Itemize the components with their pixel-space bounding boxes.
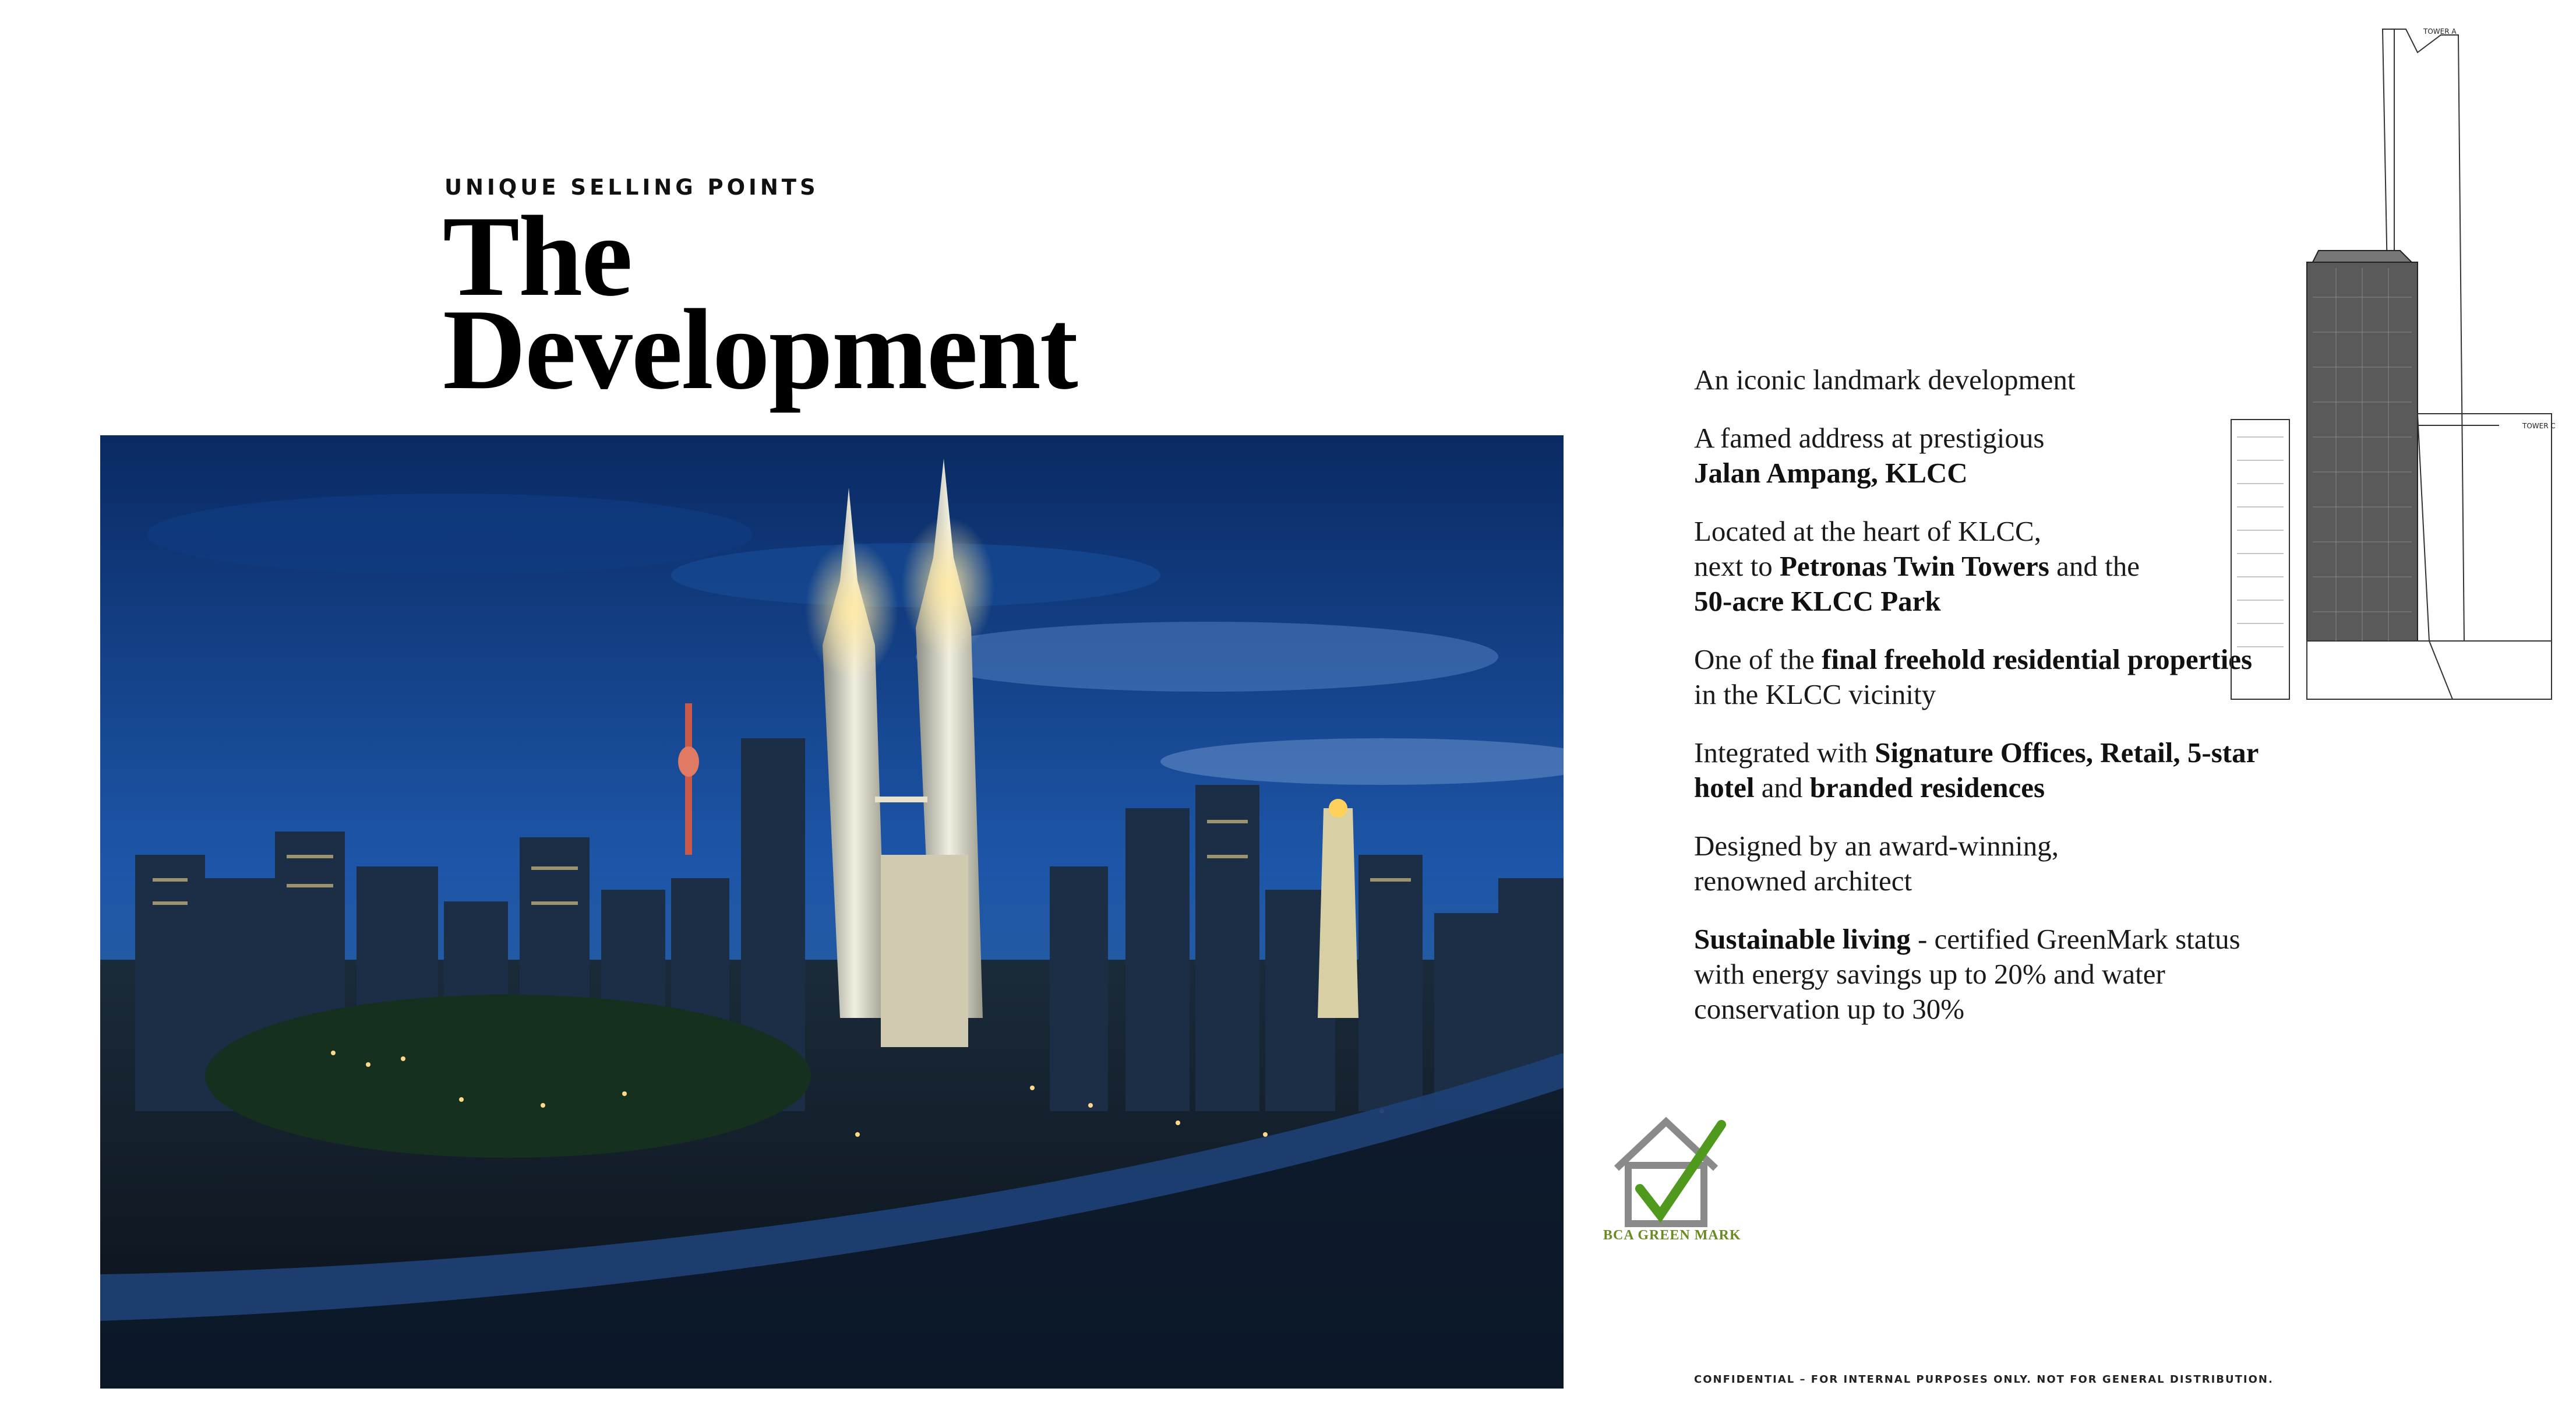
green-mark-label: BCA GREEN MARK: [1603, 1228, 1741, 1243]
point-text: A famed address at prestigious: [1694, 422, 2045, 454]
point-text: and the: [2049, 550, 2140, 582]
page-title: [443, 192, 1258, 413]
point-architect: [1694, 829, 2102, 899]
tower-a-label: TOWER A: [2423, 27, 2457, 36]
point-text: One of the: [1694, 643, 1822, 675]
point-iconic-landmark: [1694, 362, 2277, 397]
point-text: and: [1754, 771, 1810, 804]
point-text: - certified GreenMark status with energy savings up to 20% and water conservation up to 30%: [1694, 923, 2240, 1025]
point-text: Designed by an award-winning, renowned architect: [1694, 830, 2059, 897]
point-text: Integrated with: [1694, 737, 1875, 769]
point-emphasis: Signature Offices, Retail, 5-star hotel: [1694, 737, 2259, 804]
tower-elevation-drawing: [2219, 17, 2576, 717]
point-emphasis: Sustainable living: [1694, 923, 1911, 955]
point-integrated: [1694, 735, 2277, 805]
tower-c-label: TOWER C: [2522, 422, 2556, 430]
point-emphasis: Petronas Twin Towers: [1779, 550, 2049, 582]
house-checkmark-icon: [1605, 1101, 1730, 1247]
point-text: Located at the heart of KLCC,: [1694, 515, 2041, 547]
confidential-footer: CONFIDENTIAL – FOR INTERNAL PURPOSES ONLY. NOT FOR GENERAL DISTRIBUTION.: [1694, 1373, 2274, 1386]
point-sustainable: [1694, 922, 2277, 1027]
section-kicker: UNIQUE SELLING POINTS: [444, 175, 819, 200]
point-emphasis: 50-acre KLCC Park: [1694, 585, 1941, 617]
title-line-1: The: [443, 192, 632, 320]
title-line-2: Development: [443, 286, 1077, 413]
point-emphasis: branded residences: [1809, 771, 2045, 804]
klcc-skyline-photo: [100, 435, 1564, 1389]
point-emphasis: final freehold residential properties: [1822, 643, 2253, 675]
point-text: next to: [1694, 550, 1780, 582]
point-freehold: [1694, 642, 2277, 712]
point-famed-address: [1694, 421, 2277, 491]
selling-points-list: [1694, 362, 2277, 1050]
point-text: in the KLCC vicinity: [1694, 678, 1936, 710]
point-location: [1694, 514, 2277, 619]
point-text: An iconic landmark development: [1694, 364, 2076, 396]
point-emphasis: Jalan Ampang, KLCC: [1694, 457, 1968, 489]
